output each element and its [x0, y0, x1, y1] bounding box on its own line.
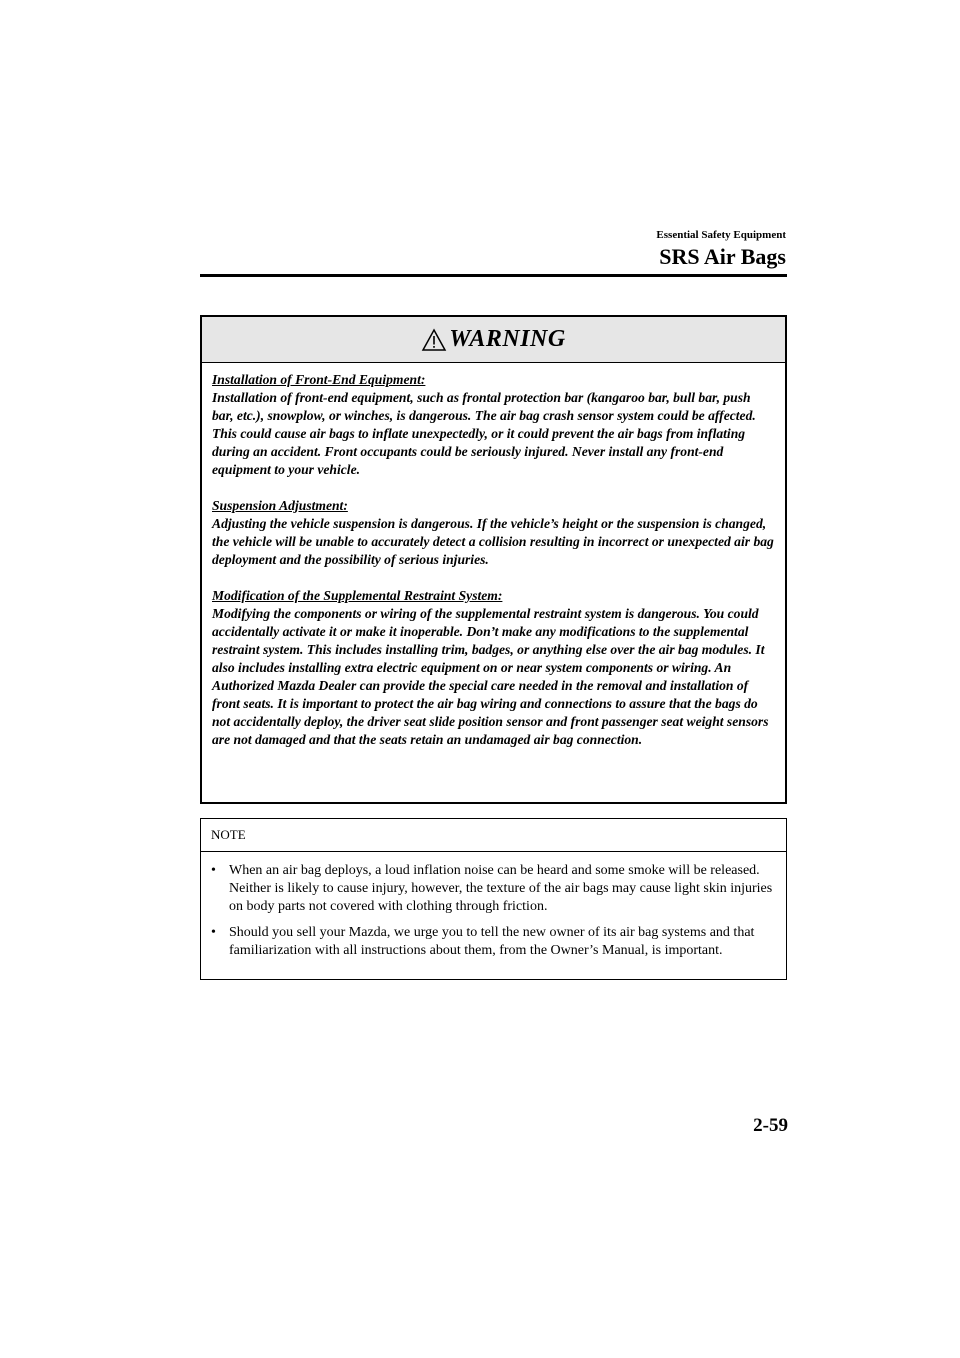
- warning-text: Modifying the components or wiring of the supplemental restraint system is dangerous. You could accidentally activate it or make it inoperable. Don’t make any modifications to the supplemental restraint system. This includes installing trim, badges, or anything else over the air bag modules. It also includes installing extra electric equipment on or near system components or wiring. An Authorized Mazda Dealer can provide the special care needed in the removal and installation of front seats. It is important to protect the air bag wiring and connections to assure that the bags do not accidentally deploy, the driver seat slide position sensor and front passenger seat weight sensors are not damaged and that the seats retain an undamaged air bag connection.: [212, 606, 769, 747]
- note-rule: [201, 851, 786, 852]
- warning-body: [202, 363, 785, 749]
- bullet-icon: •: [211, 925, 216, 940]
- note-box: [200, 818, 787, 980]
- page-number: 2-59: [753, 1115, 788, 1136]
- warning-paragraph: [212, 497, 775, 569]
- warning-text: Adjusting the vehicle suspension is dangerous. If the vehicle’s height or the suspension is changed, the vehicle will be unable to accurately detect a collision resulting in incorrect or unexpected air bag deployment and the possibility of serious injuries.: [212, 516, 774, 567]
- warning-paragraph: [212, 587, 775, 749]
- warning-paragraph: [212, 371, 775, 479]
- list-item: [211, 862, 776, 916]
- warning-heading: Suspension Adjustment:: [212, 498, 348, 513]
- warning-header: [202, 317, 785, 363]
- note-item-text: Should you sell your Mazda, we urge you to tell the new owner of its air bag systems and that familiarization with all instructions about them, from the Owner’s Manual, is important.: [229, 925, 755, 958]
- warning-box: [200, 315, 787, 804]
- note-list: [211, 862, 776, 968]
- warning-triangle-icon: [421, 328, 447, 352]
- note-item-text: When an air bag deploys, a loud inflation noise can be heard and some smoke will be released. Neither is likely to cause injury, however, the texture of the air bags may cause light skin injuries on body parts not covered with clothing through friction.: [229, 863, 773, 914]
- warning-text: Installation of front-end equipment, such as frontal protection bar (kangaroo bar, bull bar, push bar, etc.), snowplow, or winches, is dangerous. The air bag crash sensor system could be affected. This could cause air bags to inflate unexpectedly, or it could prevent the air bags from inflating during an accident. Front occupants could be seriously injured. Never install any front-end equipment to your vehicle.: [212, 390, 756, 477]
- bullet-icon: •: [211, 863, 216, 878]
- section-header: Essential Safety Equipment: [656, 229, 786, 241]
- list-item: [211, 924, 776, 960]
- warning-heading: Installation of Front-End Equipment:: [212, 372, 426, 387]
- warning-heading: Modification of the Supplemental Restraint System:: [212, 588, 503, 603]
- note-label: NOTE: [211, 827, 246, 842]
- warning-title: WARNING: [449, 326, 566, 352]
- header-rule: [200, 274, 787, 277]
- page-title: SRS Air Bags: [659, 244, 786, 269]
